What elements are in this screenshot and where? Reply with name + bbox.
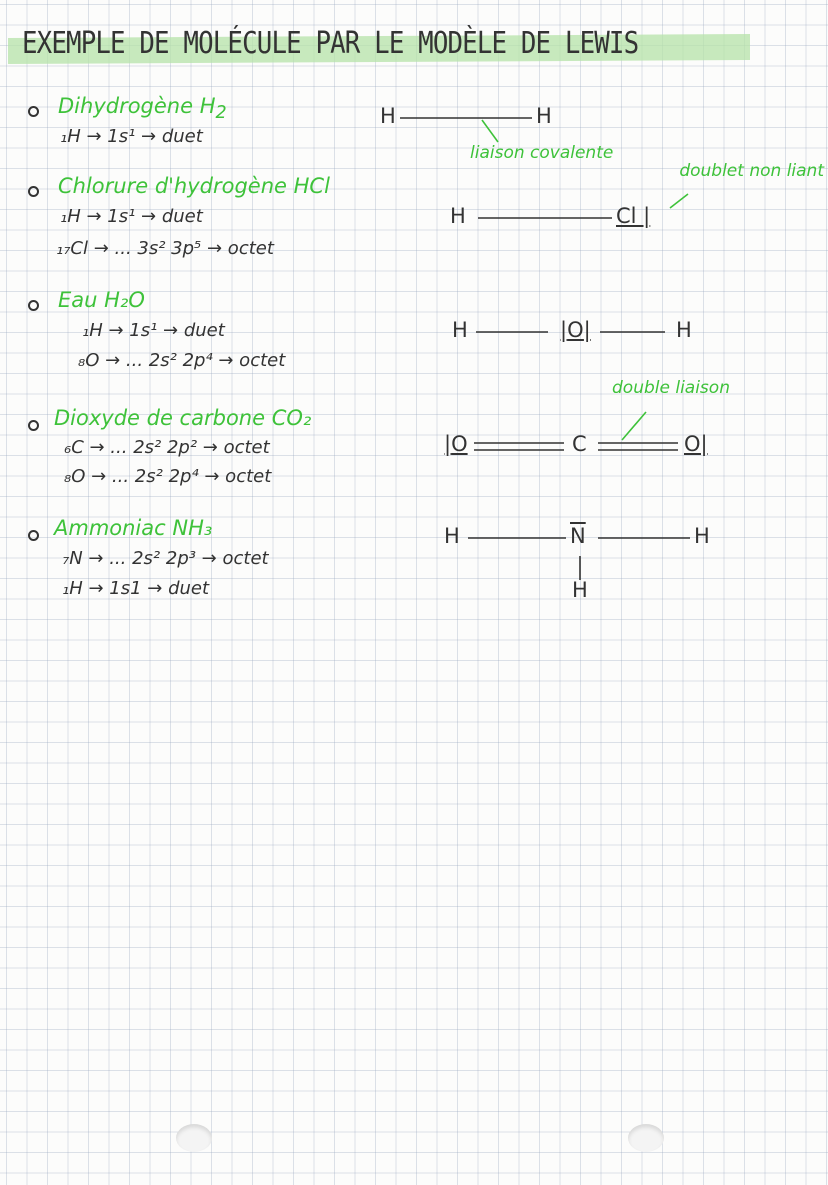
section-dihydrogene-name xyxy=(58,94,227,123)
section-eau-name: Eau H₂O xyxy=(58,288,145,312)
atom-o-left-label: O xyxy=(451,432,468,456)
atom-o-left: |O xyxy=(444,432,468,456)
atom-o-right-label: O xyxy=(684,432,701,456)
name-text: Dihydrogène H xyxy=(58,94,216,118)
atom-o: |O| xyxy=(560,318,591,342)
section-nh3-name: Ammoniac NH₃ xyxy=(54,516,213,540)
note-liaison-covalente: liaison covalente xyxy=(470,143,614,163)
config-line: ₁H → 1s1 → duet xyxy=(62,578,210,599)
section-co2-name: Dioxyde de carbone CO₂ xyxy=(54,406,312,430)
atom-cl-label: Cl xyxy=(616,204,637,228)
covalent-pointer xyxy=(482,120,498,142)
config-line: ₈O → ... 2s² 2p⁴ → octet xyxy=(78,350,286,371)
section-hcl-name: Chlorure d'hydrogène HCl xyxy=(58,174,330,198)
config-line: ₁H → 1s¹ → duet xyxy=(60,206,203,227)
atom-h-left: H xyxy=(452,318,468,342)
note-double-liaison: double liaison xyxy=(612,378,730,398)
note-doublet-non-liant: doublet non liant xyxy=(679,161,824,181)
name-sub: 2 xyxy=(215,103,227,124)
config-line: ₈O → ... 2s² 2p⁴ → octet xyxy=(64,466,272,487)
bullet xyxy=(28,300,39,311)
atom-h-bottom: H xyxy=(572,578,588,602)
page-title: EXEMPLE DE MOLÉCULE PAR LE MODÈLE DE LEWIS xyxy=(22,26,639,61)
atom-n: $\overline{N}$ xyxy=(570,524,586,548)
atom-o-label: O xyxy=(567,318,584,342)
atom-cl: Cl | xyxy=(616,204,651,228)
config-line: ₁H → 1s¹ → duet xyxy=(82,320,225,341)
atom-h-left: H xyxy=(380,104,396,128)
atom-h-right: H xyxy=(694,524,710,548)
bullet xyxy=(28,420,39,431)
config-line: ₁H → 1s¹ → duet xyxy=(60,126,203,147)
bullet xyxy=(28,530,39,541)
config-line: ₁₇Cl → ... 3s² 3p⁵ → octet xyxy=(56,238,274,259)
lone-pair-pointer xyxy=(670,194,688,208)
config-line: ₆C → ... 2s² 2p² → octet xyxy=(64,437,270,458)
binder-hole-right xyxy=(628,1124,664,1152)
atom-h-right: H xyxy=(536,104,552,128)
binder-hole-left xyxy=(176,1124,212,1152)
double-bond-pointer xyxy=(622,412,646,440)
atom-o-right: O| xyxy=(684,432,708,456)
atom-h: H xyxy=(450,204,466,228)
atom-h-right: H xyxy=(676,318,692,342)
bullet xyxy=(28,106,39,117)
config-line: ₇N → ... 2s² 2p³ → octet xyxy=(62,548,269,569)
bullet xyxy=(28,186,39,197)
atom-c: C xyxy=(572,432,587,456)
atom-h-left: H xyxy=(444,524,460,548)
